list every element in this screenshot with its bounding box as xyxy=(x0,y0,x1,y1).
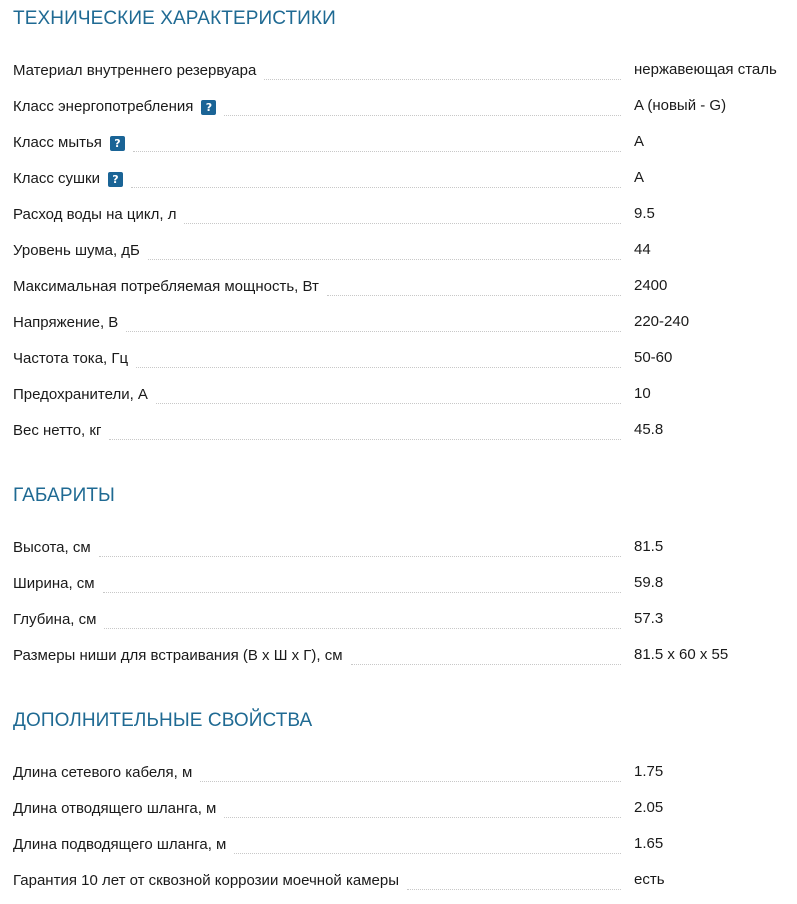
spec-label: Вес нетто, кг xyxy=(13,422,102,439)
spec-row xyxy=(13,202,788,238)
dotted-leader xyxy=(327,294,621,296)
spec-value: 50-60 xyxy=(634,349,673,366)
spec-label: Длина сетевого кабеля, м xyxy=(13,764,193,781)
dotted-leader xyxy=(156,402,621,404)
dotted-leader xyxy=(99,555,621,557)
dotted-leader xyxy=(133,150,621,152)
spec-row xyxy=(13,382,788,418)
spec-value: 220-240 xyxy=(634,313,690,330)
spec-label: Предохранители, А xyxy=(13,386,148,403)
help-icon[interactable]: ? xyxy=(108,172,123,187)
spec-row xyxy=(13,760,788,796)
spec-value: 45.8 xyxy=(634,421,664,438)
dotted-leader xyxy=(224,114,621,116)
spec-value: A xyxy=(634,133,645,150)
spec-list xyxy=(13,58,788,454)
spec-value: 44 xyxy=(634,241,651,258)
spec-label: Максимальная потребляемая мощность, Вт xyxy=(13,278,319,295)
dotted-leader xyxy=(126,330,621,332)
spec-value: 10 xyxy=(634,385,651,402)
dotted-leader xyxy=(224,816,621,818)
dotted-leader xyxy=(264,78,621,80)
help-icon[interactable]: ? xyxy=(201,100,216,115)
spec-value: A xyxy=(634,169,645,186)
spec-list xyxy=(13,760,788,904)
spec-label: Ширина, см xyxy=(13,575,95,592)
spec-value: 9.5 xyxy=(634,205,655,222)
dotted-leader xyxy=(103,591,621,593)
dotted-leader xyxy=(131,186,621,188)
spec-row xyxy=(13,643,788,679)
spec-row xyxy=(13,535,788,571)
spec-label: Размеры ниши для встраивания (В х Ш х Г), см xyxy=(13,647,343,664)
section-technical xyxy=(13,8,788,439)
section-title: ГАБАРИТЫ xyxy=(13,485,115,506)
spec-label: Класс сушки xyxy=(13,170,100,187)
dotted-leader xyxy=(148,258,621,260)
spec-value: 2.05 xyxy=(634,799,664,816)
spec-row xyxy=(13,130,788,166)
spec-label: Глубина, см xyxy=(13,611,97,628)
spec-label: Класс энергопотребления xyxy=(13,98,194,115)
spec-label: Частота тока, Гц xyxy=(13,350,129,367)
dotted-leader xyxy=(407,888,621,890)
dotted-leader xyxy=(200,780,621,782)
spec-label: Напряжение, В xyxy=(13,314,119,331)
spec-row xyxy=(13,571,788,607)
spec-label: Материал внутреннего резервуара xyxy=(13,62,257,79)
dotted-leader xyxy=(184,222,621,224)
spec-value: есть xyxy=(634,871,665,888)
spec-row xyxy=(13,274,788,310)
spec-row xyxy=(13,418,788,454)
spec-label: Длина отводящего шланга, м xyxy=(13,800,217,817)
section-title: ТЕХНИЧЕСКИЕ ХАРАКТЕРИСТИКИ xyxy=(13,8,336,29)
spec-value: 81.5 xyxy=(634,538,664,555)
section-dimensions xyxy=(13,485,788,664)
help-icon[interactable]: ? xyxy=(110,136,125,151)
section-additional xyxy=(13,710,788,889)
spec-row xyxy=(13,310,788,346)
spec-label: Длина подводящего шланга, м xyxy=(13,836,227,853)
spec-value: A (новый - G) xyxy=(634,97,727,114)
spec-label: Уровень шума, дБ xyxy=(13,242,140,259)
spec-label: Высота, см xyxy=(13,539,91,556)
spec-value: 81.5 x 60 x 55 xyxy=(634,646,729,663)
spec-value: 59.8 xyxy=(634,574,664,591)
spec-value: 57.3 xyxy=(634,610,664,627)
spec-value: 1.65 xyxy=(634,835,664,852)
spec-label: Гарантия 10 лет от сквозной коррозии моечной камеры xyxy=(13,872,399,889)
spec-row xyxy=(13,796,788,832)
spec-row xyxy=(13,607,788,643)
spec-row xyxy=(13,868,788,904)
spec-row xyxy=(13,238,788,274)
spec-row xyxy=(13,832,788,868)
spec-value: нержавеющая сталь xyxy=(634,61,777,78)
dotted-leader xyxy=(234,852,621,854)
spec-row xyxy=(13,346,788,382)
spec-row xyxy=(13,166,788,202)
spec-label: Расход воды на цикл, л xyxy=(13,206,177,223)
spec-value: 1.75 xyxy=(634,763,664,780)
spec-value: 2400 xyxy=(634,277,668,294)
spec-label: Класс мытья xyxy=(13,134,102,151)
spec-row xyxy=(13,58,788,94)
dotted-leader xyxy=(136,366,621,368)
spec-row xyxy=(13,94,788,130)
spec-list xyxy=(13,535,788,679)
dotted-leader xyxy=(351,663,621,665)
section-title: ДОПОЛНИТЕЛЬНЫЕ СВОЙСТВА xyxy=(13,710,313,731)
dotted-leader xyxy=(109,438,621,440)
dotted-leader xyxy=(104,627,621,629)
